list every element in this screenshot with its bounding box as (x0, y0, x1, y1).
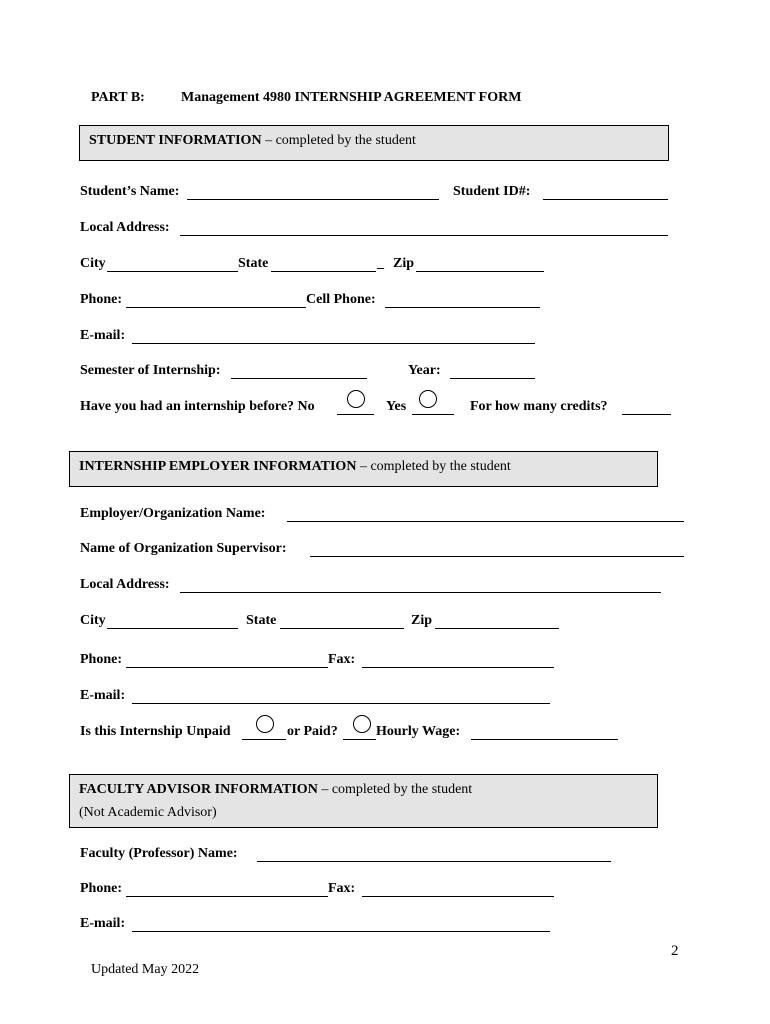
employer-fax-label: Fax: (328, 652, 356, 667)
student-id-label: Student ID#: (453, 184, 531, 199)
prior-internship-question: Have you had an internship before? No (80, 399, 315, 414)
student-email-label: E-mail: (80, 328, 126, 343)
unpaid-question: Is this Internship Unpaid (80, 724, 231, 739)
student-name-label: Student’s Name: (80, 184, 180, 199)
employer-city-field[interactable] (107, 628, 238, 629)
faculty-email-field[interactable] (132, 931, 550, 932)
student-city-field[interactable] (107, 271, 238, 272)
employer-section-title: INTERNSHIP EMPLOYER INFORMATION – completed by the student (79, 459, 511, 474)
student-zip-label: Zip (393, 256, 415, 271)
updated-date: Updated May 2022 (91, 962, 200, 977)
no-answer-line (337, 414, 374, 415)
hourly-wage-field[interactable] (471, 739, 618, 740)
student-state-label: State (238, 256, 269, 271)
faculty-fax-field[interactable] (362, 896, 554, 897)
employer-address-field[interactable] (180, 592, 661, 593)
student-city-label: City (80, 256, 106, 271)
employer-phone-label: Phone: (80, 652, 122, 667)
employer-city-label: City (80, 613, 106, 628)
semester-label: Semester of Internship: (80, 363, 221, 378)
form-title: Management 4980 INTERNSHIP AGREEMENT FORM (181, 90, 522, 105)
employer-email-field[interactable] (132, 703, 550, 704)
yes-answer-line (412, 414, 454, 415)
hourly-wage-label: Hourly Wage: (376, 724, 461, 739)
student-address-field[interactable] (180, 235, 668, 236)
paid-answer-line (343, 739, 376, 740)
student-zip-field[interactable] (416, 271, 544, 272)
yes-radio[interactable] (419, 390, 437, 408)
faculty-fax-label: Fax: (328, 881, 356, 896)
student-cell-field[interactable] (385, 307, 540, 308)
employer-state-label: State (246, 613, 277, 628)
student-state-trail: _ (377, 256, 384, 271)
unpaid-radio[interactable] (256, 715, 274, 733)
year-label: Year: (408, 363, 441, 378)
employer-phone-field[interactable] (126, 667, 328, 668)
unpaid-answer-line (242, 739, 286, 740)
supervisor-label: Name of Organization Supervisor: (80, 541, 287, 556)
faculty-section-title: FACULTY ADVISOR INFORMATION – completed by the student (79, 782, 473, 797)
student-phone-field[interactable] (126, 307, 306, 308)
faculty-section-subtitle: (Not Academic Advisor) (79, 805, 217, 820)
credits-label: For how many credits? (470, 399, 608, 414)
faculty-name-label: Faculty (Professor) Name: (80, 846, 238, 861)
employer-fax-field[interactable] (362, 667, 554, 668)
faculty-email-label: E-mail: (80, 916, 126, 931)
student-section-title: STUDENT INFORMATION – completed by the student (89, 133, 416, 148)
supervisor-field[interactable] (310, 556, 684, 557)
employer-address-label: Local Address: (80, 577, 170, 592)
page-number: 2 (671, 943, 679, 959)
paid-radio[interactable] (353, 715, 371, 733)
student-name-field[interactable] (187, 199, 439, 200)
student-phone-label: Phone: (80, 292, 122, 307)
faculty-phone-field[interactable] (126, 896, 328, 897)
year-field[interactable] (450, 378, 535, 379)
employer-state-field[interactable] (280, 628, 404, 629)
student-cell-label: Cell Phone: (306, 292, 376, 307)
yes-label: Yes (386, 399, 407, 414)
student-id-field[interactable] (543, 199, 668, 200)
credits-field[interactable] (622, 414, 671, 415)
paid-label: or Paid? (287, 724, 338, 739)
student-address-label: Local Address: (80, 220, 170, 235)
no-radio[interactable] (347, 390, 365, 408)
employer-zip-field[interactable] (435, 628, 559, 629)
org-name-field[interactable] (287, 521, 684, 522)
org-name-label: Employer/Organization Name: (80, 506, 266, 521)
student-email-field[interactable] (132, 343, 535, 344)
faculty-phone-label: Phone: (80, 881, 122, 896)
employer-email-label: E-mail: (80, 688, 126, 703)
semester-field[interactable] (231, 378, 367, 379)
faculty-name-field[interactable] (257, 861, 611, 862)
employer-zip-label: Zip (411, 613, 433, 628)
part-label: PART B: (91, 90, 145, 105)
student-state-field[interactable] (271, 271, 376, 272)
